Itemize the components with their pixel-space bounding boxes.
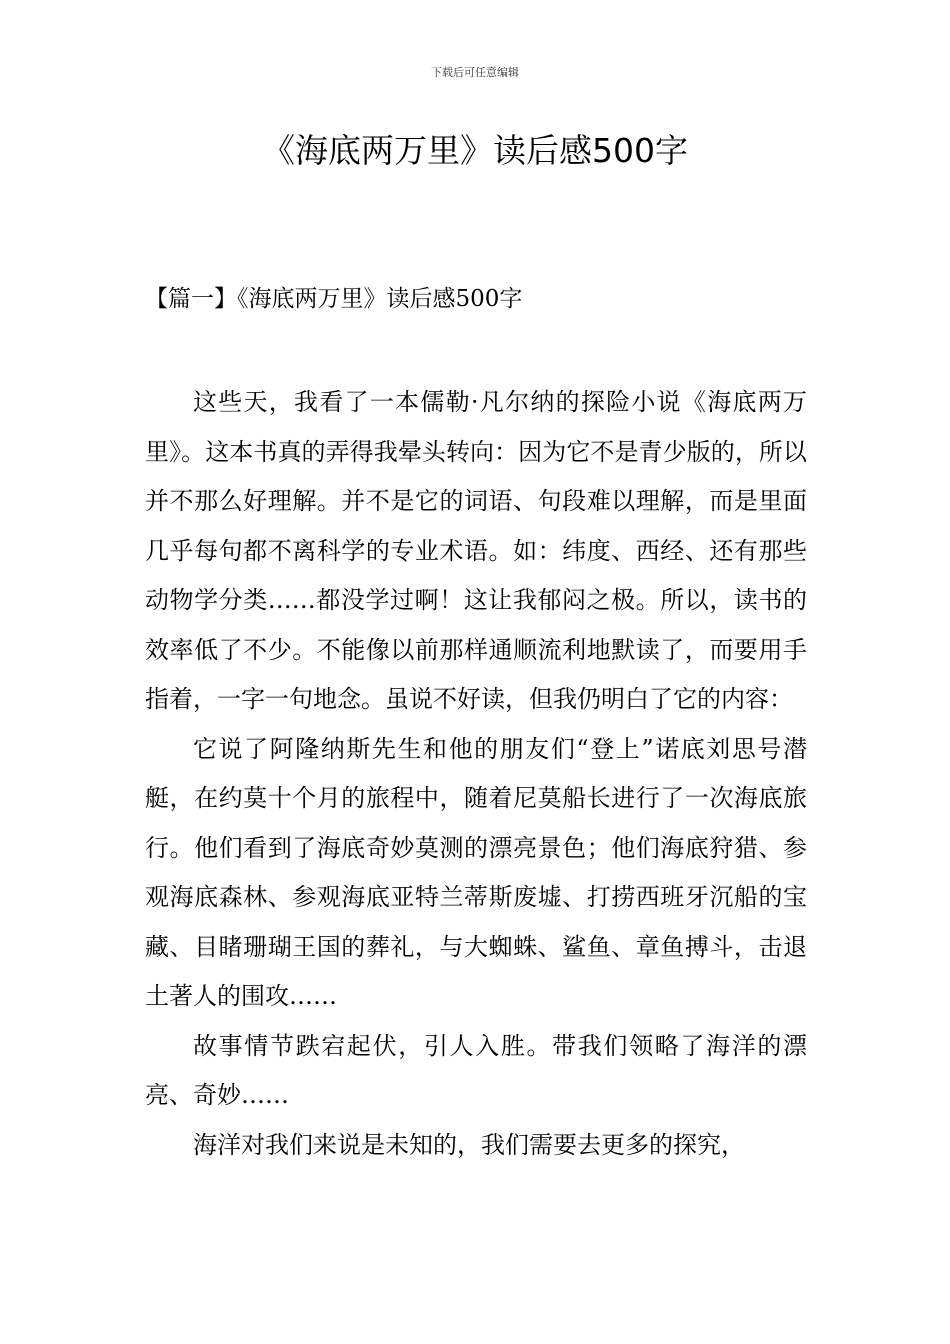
paragraph-1: 这些天，我看了一本儒勒·凡尔纳的探险小说《海底两万里》。这本书真的弄得我晕头转向：因为它不是青少版的，所以并不那么好理解。并不是它的词语、句段难以理解，而是里面几乎每句都不离科学的专业术语。如：纬度、西经、还有那些动物学分类……都没学过啊！这让我郁闷之极。所以，读书的效率低了不少。不能像以前那样通顺流利地默读了，而要用手指着，一字一句地念。虽说不好读，但我仍明白了它的内容： bbox=[145, 388, 807, 713]
document-title: 《海底两万里》读后感500字 bbox=[262, 131, 688, 170]
document-body bbox=[145, 378, 807, 1170]
paragraph-3: 故事情节跌宕起伏，引人入胜。带我们领略了海洋的漂亮、奇妙…… bbox=[145, 1031, 807, 1109]
section-heading: 【篇一】《海底两万里》读后感500字 bbox=[145, 286, 523, 312]
paragraph-2: 它说了阿隆纳斯先生和他的朋友们“登上”诺底刘思号潜艇，在约莫十个月的旅程中，随着尼莫船长进行了一次海底旅行。他们看到了海底奇妙莫测的漂亮景色；他们海底狩猎、参观海底森林、参观海底亚特兰蒂斯废墟、打捞西班牙沉船的宝藏、目睹珊瑚王国的葬礼，与大蜘蛛、鲨鱼、章鱼搏斗，击退土著人的围攻…… bbox=[145, 734, 807, 1010]
header-note: 下载后可任意编辑 bbox=[431, 66, 519, 79]
paragraph-4: 海洋对我们来说是未知的，我们需要去更多的探究， bbox=[193, 1130, 745, 1159]
